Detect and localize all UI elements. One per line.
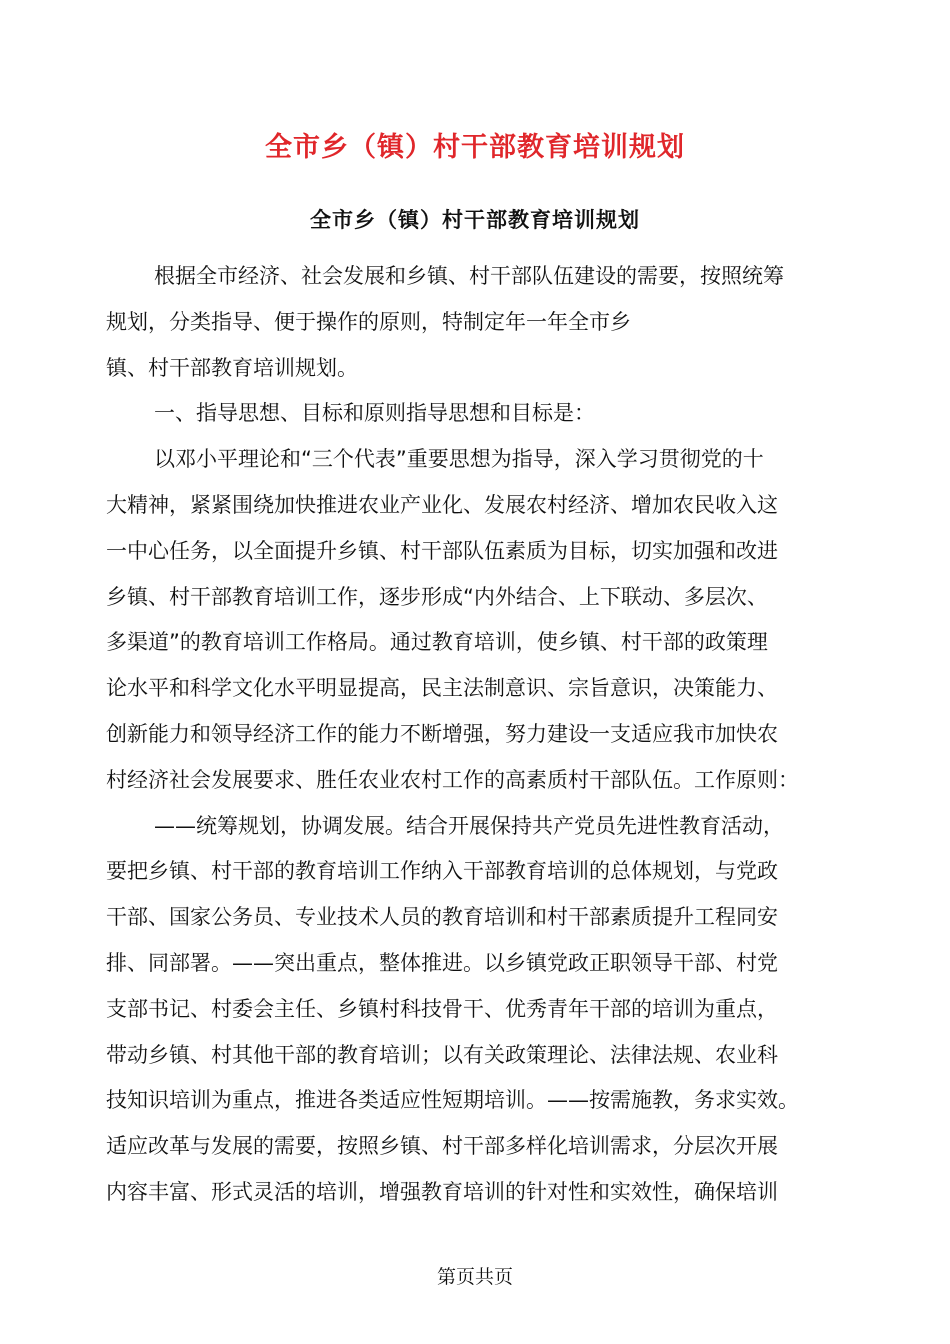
paragraph-line: 创新能力和领导经济工作的能力不断增强，努力建设一支适应我市加快农 — [106, 721, 778, 746]
paragraph-line: 内容丰富、形式灵活的培训，增强教育培训的针对性和实效性，确保培训 — [106, 1179, 778, 1204]
page-footer: 第页共页 — [436, 1266, 513, 1288]
paragraph-line: 多渠道”的教育培训工作格局。通过教育培训，使乡镇、村干部的政策理 — [106, 630, 768, 655]
paragraph-guiding-thought — [106, 437, 842, 803]
paragraph-line: ——统筹规划，协调发展。结合开展保持共产党员先进性教育活动， — [154, 813, 784, 838]
document-body — [106, 254, 842, 1216]
paragraph-line: 根据全市经济、社会发展和乡镇、村干部队伍建设的需要，按照统筹 — [154, 264, 784, 288]
document-title: 全市乡（镇）村干部教育培训规划 — [265, 132, 685, 163]
paragraph-line: 要把乡镇、村干部的教育培训工作纳入干部教育培训的总体规划，与党政 — [106, 859, 778, 884]
paragraph-line: 镇、村干部教育培训规划。 — [106, 355, 358, 380]
paragraph-principles — [106, 804, 842, 1216]
paragraph-line: 适应改革与发展的需要，按照乡镇、村干部多样化培训需求，分层次开展 — [106, 1134, 778, 1159]
paragraph-intro — [106, 254, 842, 391]
paragraph-line: 干部、国家公务员、专业技术人员的教育培训和村干部素质提升工程同安 — [106, 905, 778, 930]
paragraph-line: 带动乡镇、村其他干部的教育培训；以有关政策理论、法律法规、农业科 — [106, 1042, 778, 1067]
paragraph-line: 乡镇、村干部教育培训工作，逐步形成“内外结合、上下联动、多层次、 — [106, 584, 768, 609]
paragraph-line: 以邓小平理论和“三个代表”重要思想为指导，深入学习贯彻党的十 — [154, 447, 764, 472]
paragraph-line: 论水平和科学文化水平明显提高，民主法制意识、宗旨意识，决策能力、 — [106, 676, 778, 701]
paragraph-line: 规划，分类指导、便于操作的原则，特制定年一年全市乡 — [106, 309, 631, 334]
paragraph-line: 支部书记、村委会主任、乡镇村科技骨干、优秀青年干部的培训为重点， — [106, 996, 778, 1021]
section-heading — [106, 391, 842, 437]
paragraph-line: 技知识培训为重点，推进各类适应性短期培训。——按需施教，务求实效。 — [106, 1088, 799, 1113]
document-subtitle: 全市乡（镇）村干部教育培训规划 — [310, 208, 640, 232]
paragraph-line: 村经济社会发展要求、胜任农业农村工作的高素质村干部队伍。工作原则： — [106, 767, 799, 792]
paragraph-line: 一中心任务，以全面提升乡镇、村干部队伍素质为目标，切实加强和改进 — [106, 538, 778, 563]
paragraph-line: 一、指导思想、目标和原则指导思想和目标是： — [154, 401, 595, 426]
paragraph-line: 大精神，紧紧围绕加快推进农业产业化、发展农村经济、增加农民收入这 — [106, 492, 778, 517]
paragraph-line: 排、同部署。——突出重点，整体推进。以乡镇党政正职领导干部、村党 — [106, 950, 778, 975]
